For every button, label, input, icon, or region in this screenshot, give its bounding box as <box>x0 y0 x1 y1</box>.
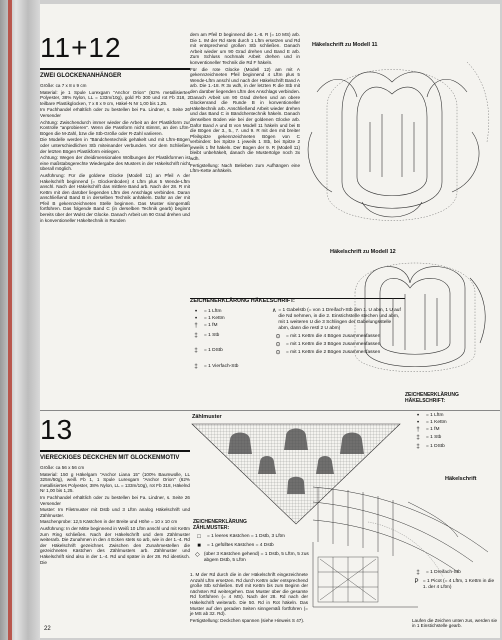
paragraph: Die Modelle werden in "Bändchentechnik gehäkelt und mit Lftm-Bögen oder unterschiedlichen Stb miteinander verbunden. Vor dem Schließen der letzten Bögen Plastikform einlegen. <box>40 137 190 154</box>
paragraph: Größe: ca 7 x 8 x 9 cm <box>40 83 87 88</box>
join-2-icon: ⊙ <box>275 350 281 356</box>
slip-stitch-icon: • <box>416 419 420 426</box>
legend-label: (über 3 Kästchen gehend) = 1 Dstb, 5 Lftm, 5 zus abgem Dstb, 5 Lftm <box>203 552 309 563</box>
legend-label: = 1 Vierfach-Stb <box>204 364 239 369</box>
legend-row <box>190 308 270 315</box>
magazine-spine <box>0 0 40 640</box>
instructions-column <box>190 32 300 175</box>
legend-label: = 1 Lftm <box>426 412 444 418</box>
paragraph: Achtung: Wegen der dreidimensionalen Wölbungen der Plastikformen ist eine maßstabsgerechte Wiedergabe des Musters in der Häkelschrift nicht überall möglich. <box>40 155 190 172</box>
legend-label: = 1 Picot (= 4 Lftm, 1 Kettm in die 1. der 4 Lftm) <box>422 579 495 590</box>
section-number: 13 <box>40 414 74 445</box>
spine-edge <box>8 0 12 640</box>
chain-icon: • <box>194 308 198 315</box>
legend-label: = 1 fM <box>426 426 440 432</box>
paragraph: Ausführung: Für die goldene Glocke (Modell 11) an Pfeil A der Häkelschrift beginnend (= Glockenboden) 4 Lftm plus 5 Wende-Lftm anschl. Nach der Häkelschrift das mittlere Band arb. Nach der 28. R mit Kettm mit den darüber liegenden Lftm des Anschlags verbinden. Daran anschließend Band B in derselben Technik anhäkeln. Dafür an der mit Pfeil B gekennzeichneten Stelle beginnen. Das Muster sinngemäß fortführen. Das folgende Band C (in derselben Technik gearb) beginnt bereits über der Wulst der Glocke. Danach Arbeit um 90 Grad drehen und in konventioneller Häkeltechnik in Runden <box>40 172 190 223</box>
section-11-12 <box>40 32 190 224</box>
symbol-legend-left <box>190 308 270 375</box>
legend-label: = 1 Dreifach-Stb <box>426 570 461 575</box>
bottom-note: Laufen die Zeichen unten zus, werden sie in 1 Einstichstelle gearb. <box>412 618 498 629</box>
paragraph: Fertigstellung: Nach Belieben zum Aufhängen eine Lftm-Kette anhäkeln. <box>190 162 300 174</box>
double-crochet-icon: ‡ <box>194 333 198 339</box>
legend-label: = 1 Stb <box>426 434 442 440</box>
legend-row <box>193 543 313 549</box>
zaehlmuster-title: Zählmuster <box>192 414 222 420</box>
lacet-icon: ◇ <box>195 552 200 558</box>
right-legend-title: ZEICHENERKLÄRUNG HÄKELSCHRIFT: <box>405 392 459 404</box>
paragraph: Ausführung: In der Mitte beginnend in Weiß 10 Lftm anschl und mit Kettm zum Ring schließen. Nach der Häkelschrift und dem Zählmuster weiterarb. Die Zunahmen in den 4 Ecken stets so arb, wie in der 1.-4. Rd der Häkelschrift gezeichnet. Zwischen den Zunahmestellen die gezeichneten Kästchen des Zählmusters arb. Zählmuster und Häkelschrift sind also in der 1.-4. Rd und später in der 28. Rd identisch. Die <box>40 525 190 565</box>
legend-label: = 1 Gabelstb (= von 1 Dreifach-Stb den 1. U abm, 1 U auf die Nd nehmen, in die 2. Einstichstelle stechen und abm, mit 1 weiteren U die 3 Schlingen der Gabelungsstelle abm, dann die restl 2 U abm) <box>278 308 401 331</box>
page-number: 22 <box>44 626 51 632</box>
right-legend <box>412 412 492 451</box>
legend-label: = 1 Lftm <box>204 308 222 314</box>
magazine-page <box>40 4 500 638</box>
section-divider <box>40 410 500 411</box>
legend-row <box>412 426 492 433</box>
legend-row <box>190 322 270 329</box>
legend-row <box>190 343 270 359</box>
legend-row <box>412 419 492 426</box>
double-crochet-icon: ‡ <box>416 434 420 441</box>
join-3-icon: ⊙ <box>275 342 281 348</box>
diagram-12-title: Häkelschrift zu Modell 12 <box>330 249 396 255</box>
legend-row <box>412 579 498 591</box>
crochet-diagram-model-12 <box>345 258 495 378</box>
legend-row <box>412 442 492 451</box>
legend-row <box>190 329 270 343</box>
single-crochet-icon: † <box>194 322 198 329</box>
right-legend-bottom <box>412 570 498 591</box>
legend-label: = 1 DStb <box>204 348 223 353</box>
haekelschrift-title: Häkelschrift <box>445 476 477 482</box>
legend-label: = mit 1 Kettm die 3 Bögen zusammenfassen <box>286 342 381 347</box>
single-crochet-icon: † <box>416 426 420 433</box>
legend-row <box>412 433 492 442</box>
legend-label: = 1 leeres Kästchen = 1 Dstb, 3 Lftm <box>207 534 285 539</box>
picot-icon: P <box>414 579 419 585</box>
legend-row <box>193 552 313 564</box>
treble-crochet-icon: ‡ <box>194 348 198 354</box>
section-title: ZWEI GLOCKENANHÄNGER <box>40 73 122 79</box>
legend-label: = 1 DStb <box>426 443 445 449</box>
empty-square-icon: □ <box>197 534 201 540</box>
legend-title: ZEICHENERKLÄRUNG HÄKELSCHRIFT: <box>190 298 295 304</box>
paragraph: Muster: Im Filetmuster mit Dstb und 3 Lftm analog Häkelschrift und Zählmuster. <box>40 507 190 518</box>
section-13 <box>40 414 190 566</box>
zaehl-legend <box>193 534 313 564</box>
chain-icon: • <box>416 412 420 419</box>
forked-stitch-icon: ∧ <box>272 308 277 314</box>
legend-row <box>412 570 498 576</box>
legend-label: = 1 fM <box>204 322 218 328</box>
legend-row <box>190 315 270 322</box>
legend-label: = mit 1 Kettm die 2 Bögen zusammenfassen <box>286 350 381 355</box>
paragraph: Größe: ca 56 x 56 cm <box>40 465 85 470</box>
paragraph: Material: je 1 Spule Lurexgarn "Anchor Orion" (62% metallisiertes Polyester, 38% Nylon, LL = 133m/10g), gold Fb 300 und rot Fb 318, 2 teilbare Plastikglocken, 7 x 8 x 9 cm, Häkel-N Nr 1,00 bis 1,25. <box>40 89 190 106</box>
legend-label: = 1 gefülltes Kästchen = 4 Dstb <box>207 543 274 548</box>
slip-stitch-icon: • <box>194 315 198 322</box>
legend-label: = 1 Stb <box>204 333 220 338</box>
legend-label: = mit 1 Kettm die 4 Bögen zusammenfassen <box>286 334 381 339</box>
zaehl-legend-title: ZEICHENERKLÄRUNG ZÄHLMUSTER: <box>193 519 247 531</box>
quadruple-crochet-icon: ‡ <box>194 364 198 370</box>
paragraph: Achtung: Zwischendurch immer wieder die Arbeit an der Plastikform zur Kontrolle "anprobieren". Wenn die Passform nicht stimmt, an den Lftm-Bögen die M-Zahl, bzw die Stb-Größe oder R-Zahl variieren. <box>40 119 190 136</box>
section-number: 11+12 <box>40 32 122 63</box>
legend-label: = 1 Kettm <box>426 419 447 425</box>
legend-row <box>412 412 492 419</box>
legend-row <box>190 359 270 375</box>
paragraph: 1. M der Rd durch die in der Häkelschrift eingezeichnete Anzahl Lftm ersetzen. Rd durch Kettm oder entsprechend große Stb schließen. Evtl mit Kettm bis zum Beginn der nächsten Rd weitergehen. Das Muster über die gesamte Rd fortführen (= 4 MS). Nach der 28. Rd nach der Häkelschrift weiterarb. Die 50. Rd in Rot häkeln. Das Muster auf den geraden Seiten sinngemäß fortführen (= je MS ab 32. Rd). <box>190 572 308 617</box>
instructions-column-2 <box>190 572 308 624</box>
paragraph: Für die rote Glocke (Modell 12) am mit A gekennzeichneten Pfeil beginnend 4 Lftm plus 5 Wende-Lftm anschl und nach der Häkelschrift Band A arb. Die 1.-18. R 3x wdh, in der letzten R die Stb mit den darüber liegenden Lftm des Anschlags verbinden. Danach Arbeit um 90 Grad drehen und an obere Glockenrand die Runde B in konventioneller Häkeltechnik arb. Anschließend Arbeit wieder drehen und das Band C in Bändchentechnik häkeln. Danach denselben Boden wie bei der goldenen Glocke arb. Dafür Band A und B von Modell 11 häkeln und bei B die Bögen der 3., 5., 7. und 9. R mit den mit breiter Pfeilspitze gekennzeichneten Bögen von C verbinden: bei Spitze 1 jeweils 1 Stb, bei Spitze 2 jeweils 1 fM häkeln. Der Bogen der 9. R (Modell 11) bleibt unbehäkelt, danach die Mustertolge noch 3x wdh. <box>190 66 300 162</box>
paragraph: Im Fachhandel erhältlich oder zu bestellen bei Fa. Lindner, s. Seite 26 Versender <box>40 494 190 506</box>
corner-crochet-diagram <box>308 482 496 612</box>
paragraph: Material: 150 g Häkelgarn "Anchor Liana 15" (100% Baumwolle, LL 325m/50g), weiß Fb 1, 1 Spule Lurexgarn "Anchor Orion" (62% metallisiertes Polyester, 38% Nylon, LL = 133m/10g), rot Fb 318, Häkelnd Nr 1,00 bis 1,25. <box>40 471 190 494</box>
legend-label: = 1 Kettm <box>204 315 225 321</box>
section-title: VIERECKIGES DECKCHEN MIT GLOCKENMOTIV <box>40 455 180 461</box>
treble-crochet-icon: ‡ <box>416 443 420 450</box>
triple-treble-icon: ‡ <box>416 570 420 576</box>
filled-square-icon: ■ <box>197 543 201 549</box>
paragraph: Maschenprobe: 12,5 Kästchen in der Breite und Höhe = 10 x 10 cm <box>40 519 178 525</box>
section-rule <box>40 450 190 452</box>
join-4-icon: ⊙ <box>275 334 281 340</box>
section-rule <box>40 68 190 70</box>
crochet-diagram-model-11 <box>302 52 498 232</box>
legend-row <box>193 534 313 540</box>
paragraph: dem am Pfeil D beginnend die 1.-8. R (= 10 MS) arb. Die 1. IM der Rd stets durch 1 Lftm ersetzen und Rd mit entsprechend großen Stb schließen. Danach Arbeit wieder um 90 Grad drehen und Band E arb. Zum Schluss nochmals Arbeit drehen und in konventioneller Technik die Rd F häkeln. <box>190 32 300 65</box>
paragraph: Im Fachhandel erhältlich oder zu bestellen bei Fa. Lindner, s. Seite 26 Versender <box>40 107 190 118</box>
paragraph: Fertigstellung: Deckchen spannen (siehe Hinweis S 47). <box>190 617 305 623</box>
diagram-11-title: Häkelschrift zu Modell 11 <box>312 42 378 48</box>
